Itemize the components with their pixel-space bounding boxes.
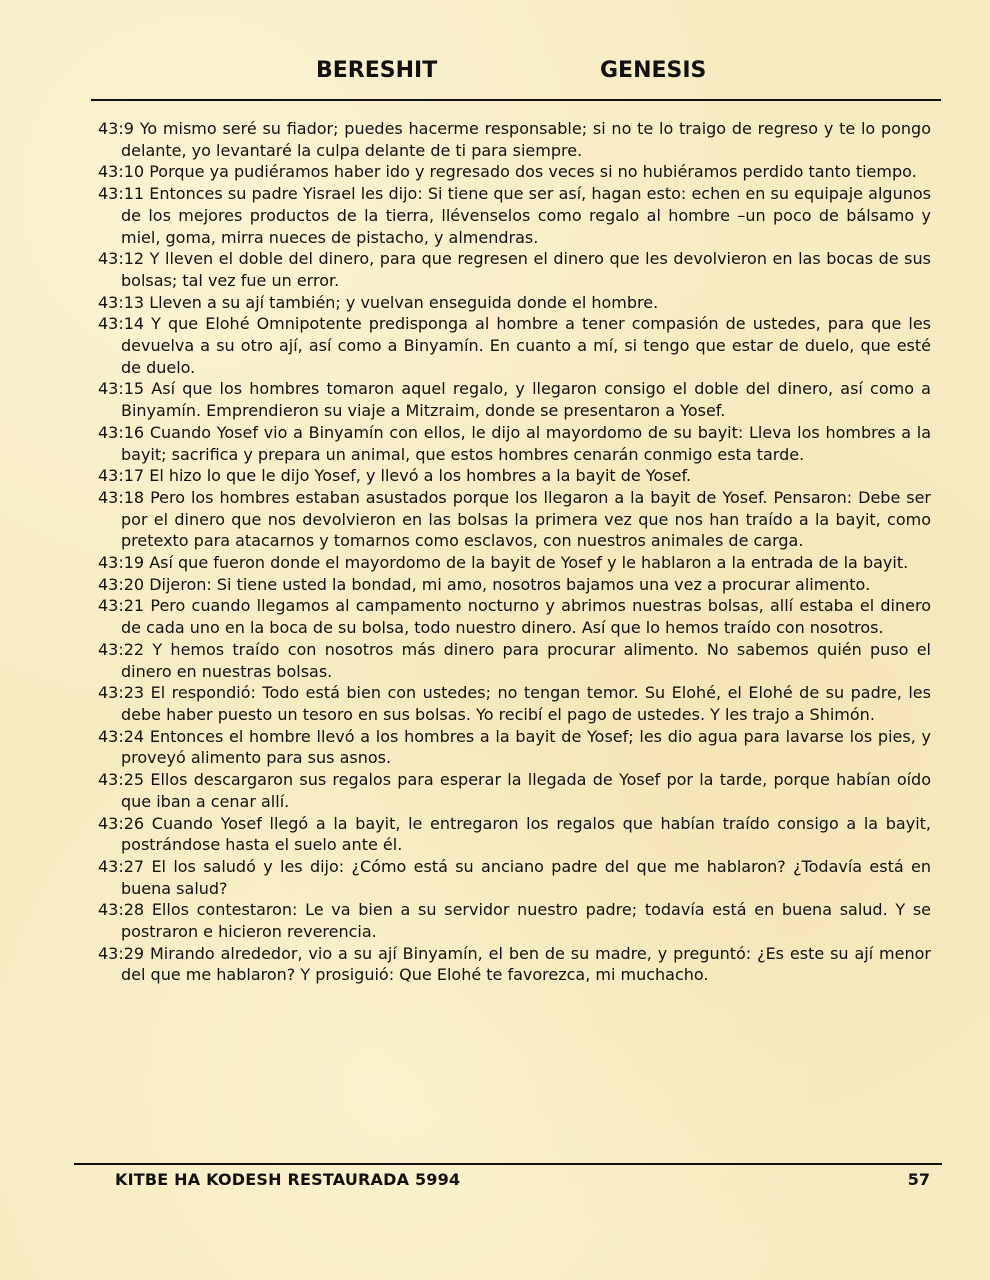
verse-text: Porque ya pudiéramos haber ido y regresado dos veces si no hubiéramos perdido tanto tiempo. [149,162,917,182]
verse-text: El hizo lo que le dijo Yosef, y llevó a los hombres a la bayit de Yosef. [149,466,692,486]
verse-text: Y lleven el doble del dinero, para que regresen el dinero que les devolvieron en las bocas de sus bolsas; tal vez fue un error. [121,249,931,290]
verse-reference: 43:27 [98,856,145,876]
verse-reference: 43:21 [98,596,145,616]
verse [98,595,931,638]
verse-reference: 43:29 [98,943,145,963]
verse [98,726,931,769]
verse-text: Lleven a su ají también; y vuelvan enseguida donde el hombre. [149,292,659,312]
verse-text: Ellos descargaron sus regalos para esperar la llegada de Yosef por la tarde, porque habían oído que iban a cenar allí. [121,770,932,811]
verse-text: Mirando alrededor, vio a su ají Binyamín, el ben de su madre, y preguntó: ¿Es este su ají menor del que me hablaron? Y prosiguió: Que Elohé te favorezca, mi muchacho. [121,943,931,985]
verse-reference: 43:13 [98,292,145,312]
verse-reference: 43:19 [98,553,145,573]
verse [98,639,931,682]
verse [98,313,931,378]
verse [98,378,931,421]
verse-text: Entonces su padre Yisrael les dijo: Si tiene que ser así, hagan esto: echen en su equipaje algunos de los mejores productos de la tierra, llévenselos como regalo al hombre –un poco de bálsamo y miel, goma, mirra nueces de pistacho, y almendras. [121,184,931,247]
verse-reference: 43:10 [98,162,145,182]
verse-reference: 43:20 [98,574,145,594]
verse-text: Así que fueron donde el mayordomo de la bayit de Yosef y le hablaron a la entrada de la bayit. [149,553,909,573]
verse-reference: 43:22 [98,639,145,659]
verse [98,183,931,248]
verse [98,248,931,291]
verse [98,813,931,856]
verse-reference: 43:9 [98,119,134,138]
verse [98,769,931,812]
verse [98,118,931,161]
page-number: 57 [907,1170,930,1189]
verse-list [98,118,931,986]
verse [98,943,931,986]
verse-text: Entonces el hombre llevó a los hombres a la bayit de Yosef; les dio agua para lavarse los pies, y proveyó alimento para sus asnos. [121,726,931,768]
verse-reference: 43:24 [98,726,145,746]
verse-text: El respondió: Todo está bien con ustedes; no tengan temor. Su Elohé, el Elohé de su padre, les debe haber puesto un tesoro en sus bolsas. Yo recibí el pago de ustedes. Y les trajo a Shimón. [121,683,931,724]
verse-text: El los saludó y les dijo: ¿Cómo está su anciano padre del que me hablaron? ¿Todavía está en buena salud? [121,856,931,898]
verse-reference: 43:25 [98,770,145,790]
verse [98,856,931,899]
verse-reference: 43:17 [98,466,145,486]
verse-reference: 43:16 [98,422,145,442]
verse-text: Pero cuando llegamos al campamento nocturno y abrimos nuestras bolsas, allí estaba el dinero de cada uno en la boca de su bolsa, todo nuestro dinero. Así que lo hemos traído con nosotros. [121,596,931,638]
verse [98,422,931,465]
verse-text: Pero los hombres estaban asustados porque los llegaron a la bayit de Yosef. Pensaron: Debe ser por el dinero que nos devolvieron en las bolsas la primera vez que nos han traído a la bayit, como pretexto para atacarnos y tomarnos como esclavos, con nuestros animales de carga. [121,487,932,551]
verse [98,465,931,487]
verse [98,682,931,725]
verse-reference: 43:11 [98,184,145,204]
footer-title: KITBE HA KODESH RESTAURADA 5994 [115,1170,461,1189]
header-book-hebrew: BERESHIT [316,58,438,83]
header-book-spanish: GENESIS [600,58,707,83]
verse [98,487,931,552]
verse-text: Cuando Yosef llegó a la bayit, le entregaron los regalos que habían traído consigo a la bayit, postrándose hasta el suelo ante él. [121,813,931,855]
verse-reference: 43:14 [98,314,145,334]
verse-text: Y hemos traído con nosotros más dinero para procurar alimento. No sabemos quién puso el dinero en nuestras bolsas. [121,639,932,681]
verse-reference: 43:26 [98,813,145,833]
footer-rule [74,1163,942,1165]
verse-text: Dijeron: Si tiene usted la bondad, mi amo, nosotros bajamos una vez a procurar alimento. [149,574,871,594]
verse-text: Cuando Yosef vio a Binyamín con ellos, le dijo al mayordomo de su bayit: Lleva los hombres a la bayit; sacrifica y prepara un animal, que estos hombres cenarán conmigo esta tarde. [121,422,931,464]
verse [98,574,931,596]
verse-reference: 43:15 [98,379,145,399]
verse-text: Así que los hombres tomaron aquel regalo, y llegaron consigo el doble del dinero, así como a Binyamín. Emprendieron su viaje a Mitzraim, donde se presentaron a Yosef. [121,379,931,421]
verse-text: Ellos contestaron: Le va bien a su servidor nuestro padre; todavía está en buena salud. Y se postraron e hicieron reverencia. [121,900,931,942]
verse [98,899,931,942]
verse-reference: 43:28 [98,900,145,920]
verse [98,552,931,574]
verse [98,161,931,183]
verse-reference: 43:12 [98,249,145,269]
verse-reference: 43:23 [98,683,145,703]
verse-text: Yo mismo seré su fiador; puedes hacerme responsable; si no te lo traigo de regreso y te lo pongo delante, yo levantaré la culpa delante de ti para siempre. [121,119,931,160]
verse-text: Y que Elohé Omnipotente predisponga al hombre a tener compasión de ustedes, para que les devuelva a su otro ají, así como a Binyamín. En cuanto a mí, si tengo que estar de duelo, que esté de duelo. [121,314,931,377]
verse [98,292,931,314]
running-header [0,58,990,92]
header-rule [91,99,941,101]
verse-reference: 43:18 [98,487,145,507]
